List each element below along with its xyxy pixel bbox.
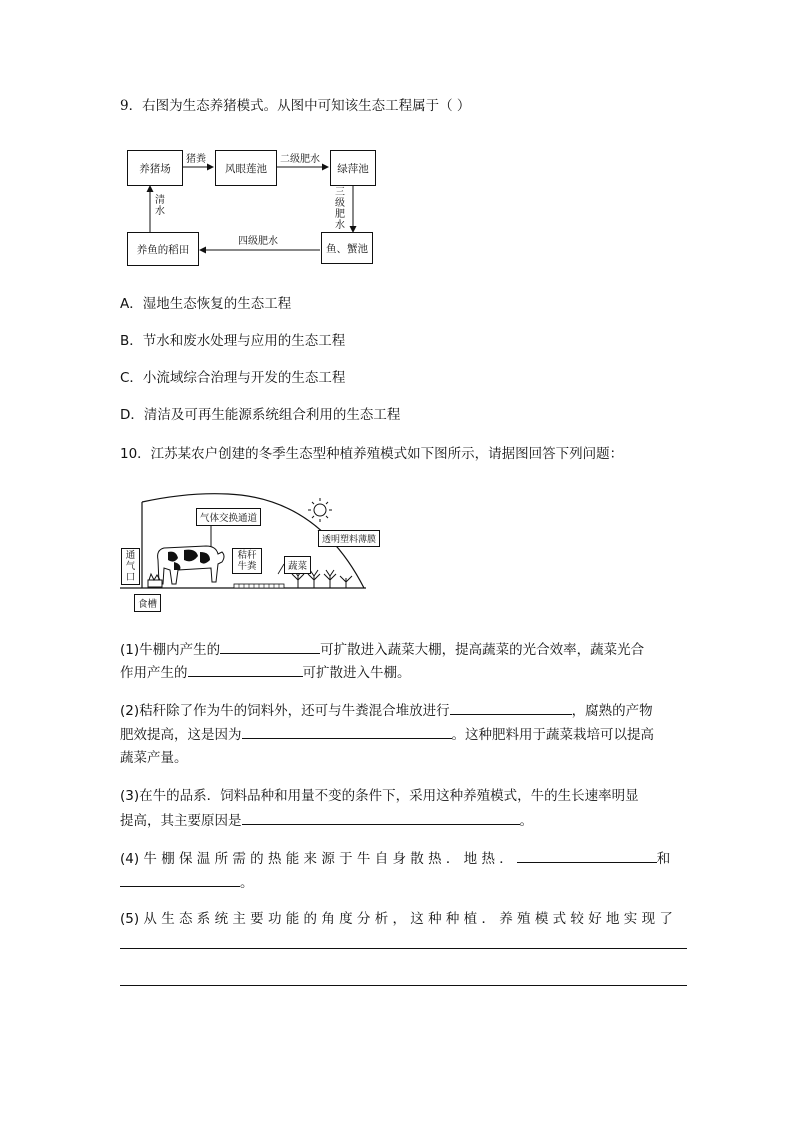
q10-p1-text-c: 作用产生的 [120,665,188,681]
box-lotus-pond: 风眼莲池 [215,150,277,186]
box-green-algae-pond: 绿萍池 [330,150,376,186]
q10-p3-line1: (3)在牛的品系．饲料品种和用量不变的条件下，采用这种养殖模式，牛的生长速率明显 [120,788,639,804]
q9-option-c: C．小流域综合治理与开发的生态工程 [120,370,346,386]
q9-option-a: A．湿地生态恢复的生态工程 [120,296,292,312]
q10-p3-text-c: 。 [519,813,533,829]
q10-p2-text-d: 。这种肥料用于蔬菜栽培可以提高 [451,727,654,743]
q10-p2-text-a: (2)秸秆除了作为牛的饲料外，还可与牛粪混合堆放进行 [120,703,450,719]
q10-p5-answer-line1[interactable] [120,948,687,949]
q9-stem: 9．右图为生态养猪模式。从图中可知该生态工程属于（ ） [120,98,471,114]
box-pig-farm: 养猪场 [127,150,183,186]
cow-icon [158,546,224,584]
q10-p2-line1 [120,700,653,721]
q10-p2-text-b: ，腐熟的产物 [571,703,653,719]
q10-diagram [118,490,378,612]
q10-p2-text-c: 肥效提高，这是因为 [120,727,242,743]
label-plastic-film: 透明塑料薄膜 [318,530,380,547]
label-trough: 食槽 [134,594,161,612]
label-fourth-fertilizer: 四级肥水 [238,236,278,247]
q10-p3-text-b: 提高，其主要原因是 [120,813,242,829]
q10-p2-line3: 蔬菜产量。 [120,750,188,766]
q10-p4-text-a: (4) 牛 棚 保 温 所 需 的 热 能 来 源 于 牛 自 身 散 热 ． 地 热 ． [120,851,513,867]
q10-p3-blank[interactable] [242,810,520,825]
label-clear-water: 清水 [155,195,165,217]
q10-p1-line2 [120,662,411,683]
q10-p2-line2 [120,724,654,745]
q10-p5-line1: (5) 从 生 态 系 统 主 要 功 能 的 角 度 分 析 ， 这 种 种 植 ． 养 殖 模 式 较 好 地 实 现 了 [120,911,673,927]
q10-p4-text-b: 和 [656,851,671,867]
q10-p4-line1 [120,848,670,869]
q10-p1-blank1[interactable] [220,639,320,654]
q10-p1-blank2[interactable] [188,662,303,677]
label-third-fertilizer: 三级肥水 [335,187,345,231]
q10-p1-text-b: 可扩散进入蔬菜大棚，提高蔬菜的光合效率，蔬菜光合 [320,642,645,658]
q10-p2-blank2[interactable] [242,724,452,739]
q10-stem: 10．江苏某农户创建的冬季生态型种植养殖模式如下图所示，请据图回答下列问题： [120,446,624,462]
q9-option-b: B．节水和废水处理与应用的生态工程 [120,333,346,349]
q9-option-d: D．清洁及可再生能源系统组合利用的生态工程 [120,407,401,423]
sun-icon [308,498,332,522]
q10-p4-line2 [120,872,254,893]
label-gas-channel: 气体交换通道 [196,508,261,526]
q10-p5-answer-line2[interactable] [120,985,687,986]
box-fish-crab-pond: 鱼、蟹池 [321,232,373,264]
q10-p4-text-c: 。 [240,875,254,891]
box-rice-field: 养鱼的稻田 [127,232,199,266]
trough-shape [148,580,162,587]
q9-diagram [120,140,380,270]
q10-p1-text-d: 可扩散进入牛棚。 [302,665,411,681]
label-vent: 通气口 [121,548,140,585]
q10-p2-blank1[interactable] [450,700,572,715]
q10-p1-line1 [120,639,644,660]
label-second-fertilizer: 二级肥水 [280,154,320,165]
q10-p4-blank1[interactable] [517,848,657,863]
label-straw-manure: 秸秆牛粪 [232,548,262,574]
label-pig-manure: 猪粪 [186,154,206,165]
q10-p4-blank2[interactable] [120,872,240,887]
q10-p3-line2 [120,810,533,831]
label-vegetables: 蔬菜 [284,556,311,574]
q10-p1-text-a: (1)牛棚内产生的 [120,642,221,658]
